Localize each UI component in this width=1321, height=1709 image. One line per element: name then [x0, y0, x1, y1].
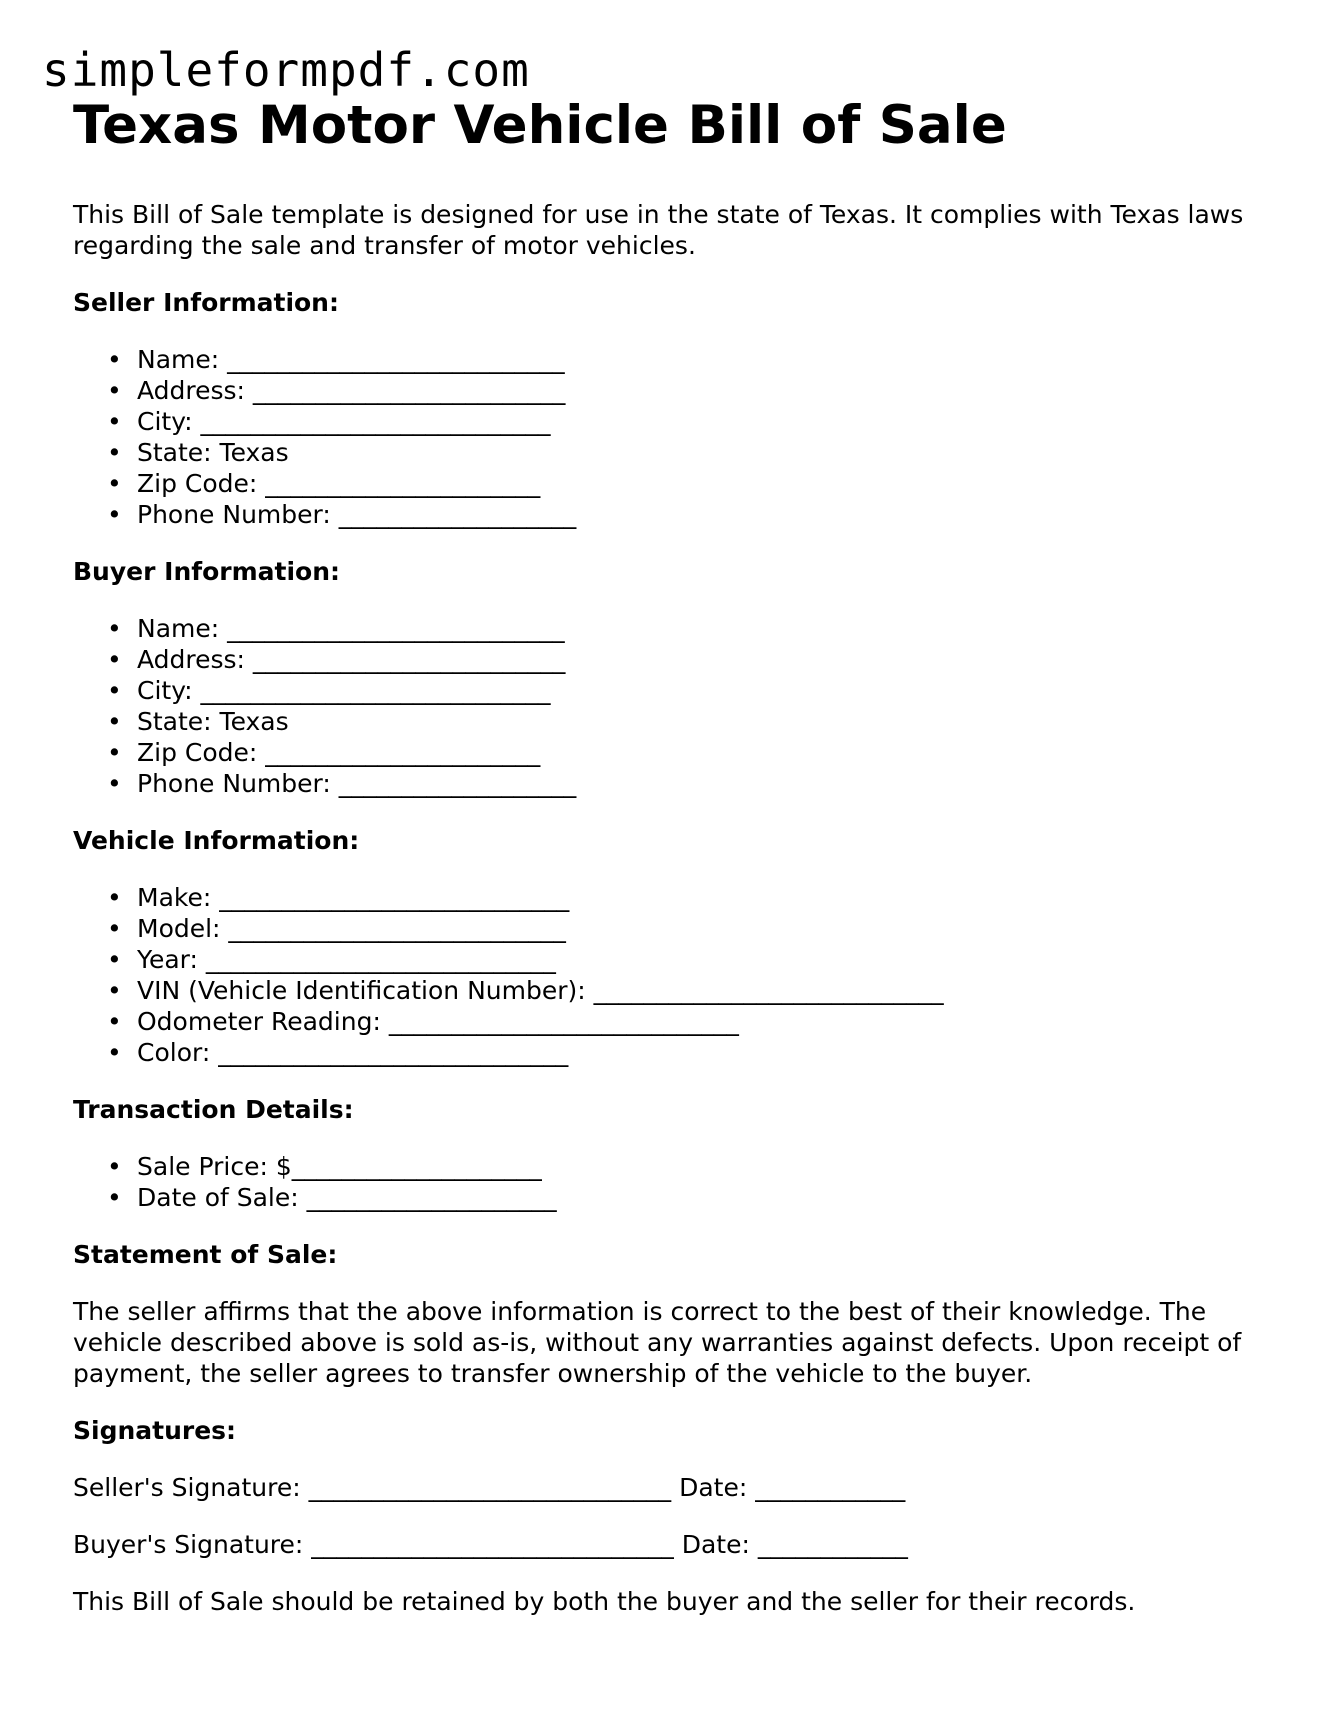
buyer-address-field: • Address: _________________________ — [73, 644, 1253, 675]
buyer-fields — [73, 613, 1253, 799]
buyer-name-field: • Name: ___________________________ — [73, 613, 1253, 644]
intro-paragraph: This Bill of Sale template is designed for use in the state of Texas. It complies with Texas laws regarding the sale and transfer of motor vehicles. — [73, 200, 1244, 260]
seller-city-field: • City: ____________________________ — [73, 406, 1253, 437]
seller-address-field: • Address: _________________________ — [73, 375, 1253, 406]
vehicle-heading: Vehicle Information: — [73, 826, 360, 855]
signatures-heading: Signatures: — [73, 1416, 237, 1445]
seller-phone-field: • Phone Number: ___________________ — [73, 499, 1253, 530]
buyer-city-field: • City: ____________________________ — [73, 675, 1253, 706]
vehicle-fields — [73, 882, 1253, 1068]
seller-zip-field: • Zip Code: ______________________ — [73, 468, 1253, 499]
seller-signature-line: Seller's Signature: _____________________________ Date: ____________ — [73, 1473, 906, 1502]
transaction-heading: Transaction Details: — [73, 1095, 354, 1124]
date-of-sale-field: • Date of Sale: ____________________ — [73, 1182, 1253, 1213]
document-body — [73, 92, 1253, 1617]
vehicle-vin-field: • VIN (Vehicle Identification Number): ____________________________ — [73, 975, 1253, 1006]
transaction-fields — [73, 1151, 1253, 1213]
vehicle-color-field: • Color: ____________________________ — [73, 1037, 1253, 1068]
page-title: Texas Motor Vehicle Bill of Sale — [73, 95, 1007, 156]
buyer-heading: Buyer Information: — [73, 557, 341, 586]
sale-price-field: • Sale Price: $____________________ — [73, 1151, 1253, 1182]
statement-paragraph: The seller affirms that the above information is correct to the best of their knowledge. The vehicle described above is sold as-is, without any warranties against defects. Upon receipt of payment, the seller agrees to transfer ownership of the vehicle to the buyer. — [73, 1297, 1242, 1388]
statement-heading: Statement of Sale: — [73, 1240, 338, 1269]
seller-heading: Seller Information: — [73, 288, 339, 317]
vehicle-odometer-field: • Odometer Reading: ____________________________ — [73, 1006, 1253, 1037]
seller-name-field: • Name: ___________________________ — [73, 344, 1253, 375]
seller-state-field: • State: Texas — [73, 437, 1253, 468]
closing-note: This Bill of Sale should be retained by both the buyer and the seller for their records. — [73, 1587, 1136, 1616]
watermark: simpleformpdf.com — [42, 43, 530, 97]
buyer-phone-field: • Phone Number: ___________________ — [73, 768, 1253, 799]
vehicle-make-field: • Make: ____________________________ — [73, 882, 1253, 913]
vehicle-year-field: • Year: ____________________________ — [73, 944, 1253, 975]
buyer-zip-field: • Zip Code: ______________________ — [73, 737, 1253, 768]
vehicle-model-field: • Model: ___________________________ — [73, 913, 1253, 944]
buyer-state-field: • State: Texas — [73, 706, 1253, 737]
seller-fields — [73, 344, 1253, 530]
buyer-signature-line: Buyer's Signature: _____________________________ Date: ____________ — [73, 1530, 908, 1559]
